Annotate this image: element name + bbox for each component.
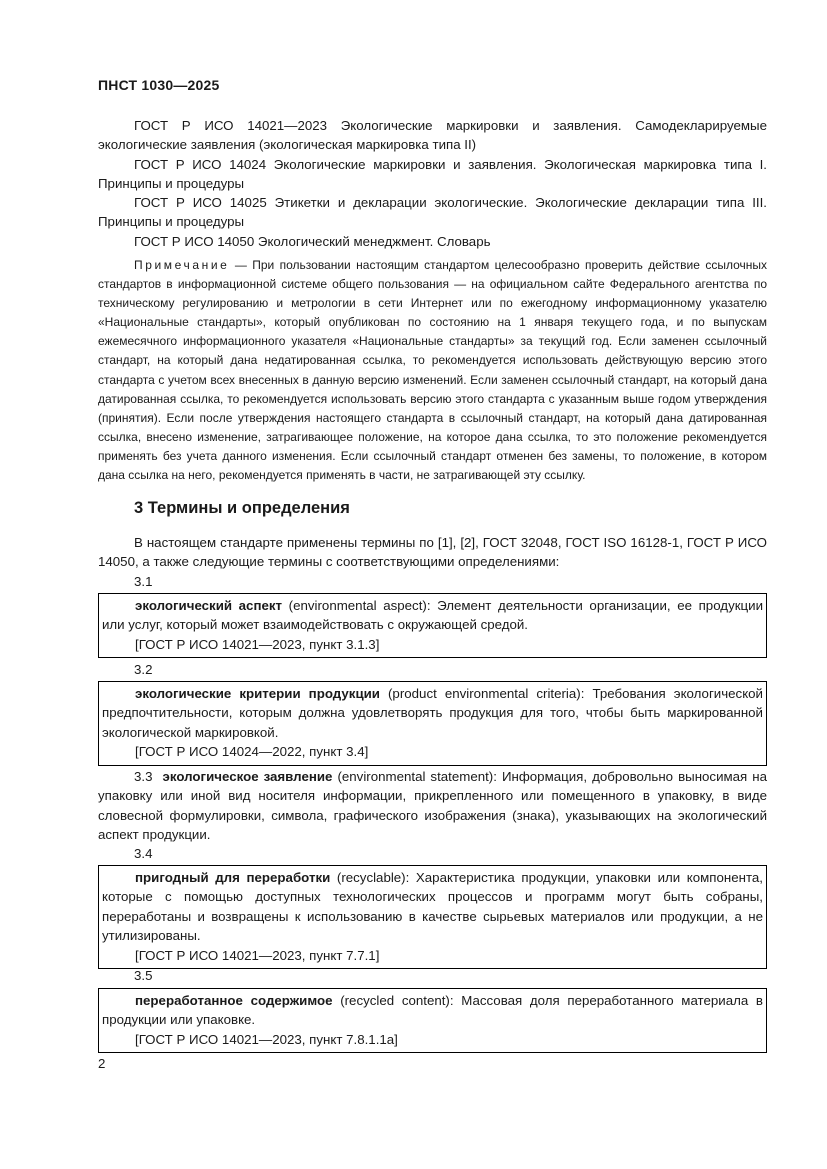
term-number: 3.4 (134, 846, 153, 861)
term-name: экологическое заявление (162, 769, 333, 784)
term-english: (recycled content): (332, 993, 454, 1008)
term-def-text: Элемент деятельности организации, ее продукции или услуг, который может взаимодействовать с окружающей средой. (102, 598, 764, 633)
term-box (98, 988, 767, 1053)
note-label: Примечание (134, 258, 230, 272)
term-box (98, 865, 767, 969)
term-english: (environmental aspect): (282, 598, 431, 613)
ref-14025: ГОСТ Р ИСО 14025 Этикетки и декларации экологические. Экологические декларации типа III. Принципы и процедуры (98, 195, 767, 230)
term-english: (environmental statement): (332, 769, 497, 784)
term-box (98, 681, 767, 766)
term-definition (102, 684, 763, 742)
ref-14021: ГОСТ Р ИСО 14021—2023 Экологические маркировки и заявления. Самодекларируемые экологические заявления (экологическая маркировка типа II) (98, 118, 767, 153)
term-source: [ГОСТ Р ИСО 14024—2022, пункт 3.4] (135, 744, 369, 760)
ref-14024: ГОСТ Р ИСО 14024 Экологические маркировки и заявления. Экологическая маркировка типа I. Принципы и процедуры (98, 157, 767, 192)
term-definition (102, 596, 763, 635)
term-name: экологические критерии продукции (135, 686, 380, 701)
term-def-text: Массовая доля переработанного материала в продукции или упаковке. (102, 993, 763, 1028)
term-definition-unboxed (98, 767, 767, 845)
term-number: 3.1 (134, 574, 153, 589)
term-definition (102, 991, 763, 1030)
running-header: ПНСТ 1030—2025 (98, 77, 220, 93)
term-def-text: Требования экологической предпочтительности, которым должна удовлетворять продукция для того, чтобы быть маркированной экологической маркировкой. (102, 686, 763, 740)
term-box (98, 593, 767, 658)
page-number: 2 (98, 1056, 106, 1071)
term-number: 3.5 (134, 968, 153, 983)
section-intro: В настоящем стандарте применены термины по [1], [2], ГОСТ 32048, ГОСТ ISO 16128-1, ГОСТ Р ИСО 14050, а также следующие термины с соответствующими определениями: (98, 535, 767, 570)
term-source: [ГОСТ Р ИСО 14021—2023, пункт 7.8.1.1a] (135, 1031, 398, 1047)
term-name: пригодный для переработки (135, 870, 331, 885)
section-title: 3 Термины и определения (134, 499, 350, 517)
term-def-text: Характеристика продукции, упаковки или компонента, которые с помощью доступных технологических процессов и программ могут быть собраны, переработаны и возвращены к использованию в качестве сырьевых материалов или продукции, а не утилизированы. (102, 870, 763, 944)
term-source: [ГОСТ Р ИСО 14021—2023, пункт 3.1.3] (135, 636, 380, 652)
term-name: экологический аспект (135, 598, 283, 613)
term-english: (product environmental criteria): (379, 686, 585, 701)
term-name: переработанное содержимое (135, 993, 333, 1008)
term-number: 3.3 (134, 769, 153, 784)
note-block (98, 256, 767, 485)
ref-14050: ГОСТ Р ИСО 14050 Экологический менеджмент. Словарь (134, 234, 491, 249)
term-english: (recyclable): (330, 870, 410, 885)
term-number: 3.2 (134, 662, 153, 677)
term-def-text: Информация, добровольно выносимая на упаковку или иной вид носителя информации, прикрепленного или помещенного в упаковку, в виде словесной формулировки, символа, графического изображения (знака), указывающих на экологический аспект продукции. (98, 769, 767, 843)
term-source: [ГОСТ Р ИСО 14021—2023, пункт 7.7.1] (135, 947, 380, 963)
note-text: — При пользовании настоящим стандартом целесообразно проверить действие ссылочных стандартов в информационной системе общего пользования — на официальном сайте Федерального агентства по техническому регулированию и метрологии в сети Интернет или по ежегодному информационному указателю «Национальные стандарты», который опубликован по состоянию на 1 января текущего года, и по выпускам ежемесячного информационного указателя «Национальные стандарты» за текущий год. Если заменен ссылочный стандарт, на который дана недатированная ссылка, то рекомендуется использовать действующую версию этого стандарта с учетом всех внесенных в данную версию изменений. Если заменен ссылочный стандарт, на который дана датированная ссылка, то рекомендуется использовать версию этого стандарта с указанным выше годом утверждения (принятия). Если после утверждения настоящего стандарта в ссылочный стандарт, на который дана датированная ссылка, внесено изменение, затрагивающее положение, на которое дана ссылка, то это положение рекомендуется применять без учета данного изменения. Если ссылочный стандарт отменен без замены, то положение, в котором дана ссылка на него, рекомендуется применять в части, не затрагивающей эту ссылку. (98, 258, 767, 483)
term-definition (102, 868, 763, 946)
